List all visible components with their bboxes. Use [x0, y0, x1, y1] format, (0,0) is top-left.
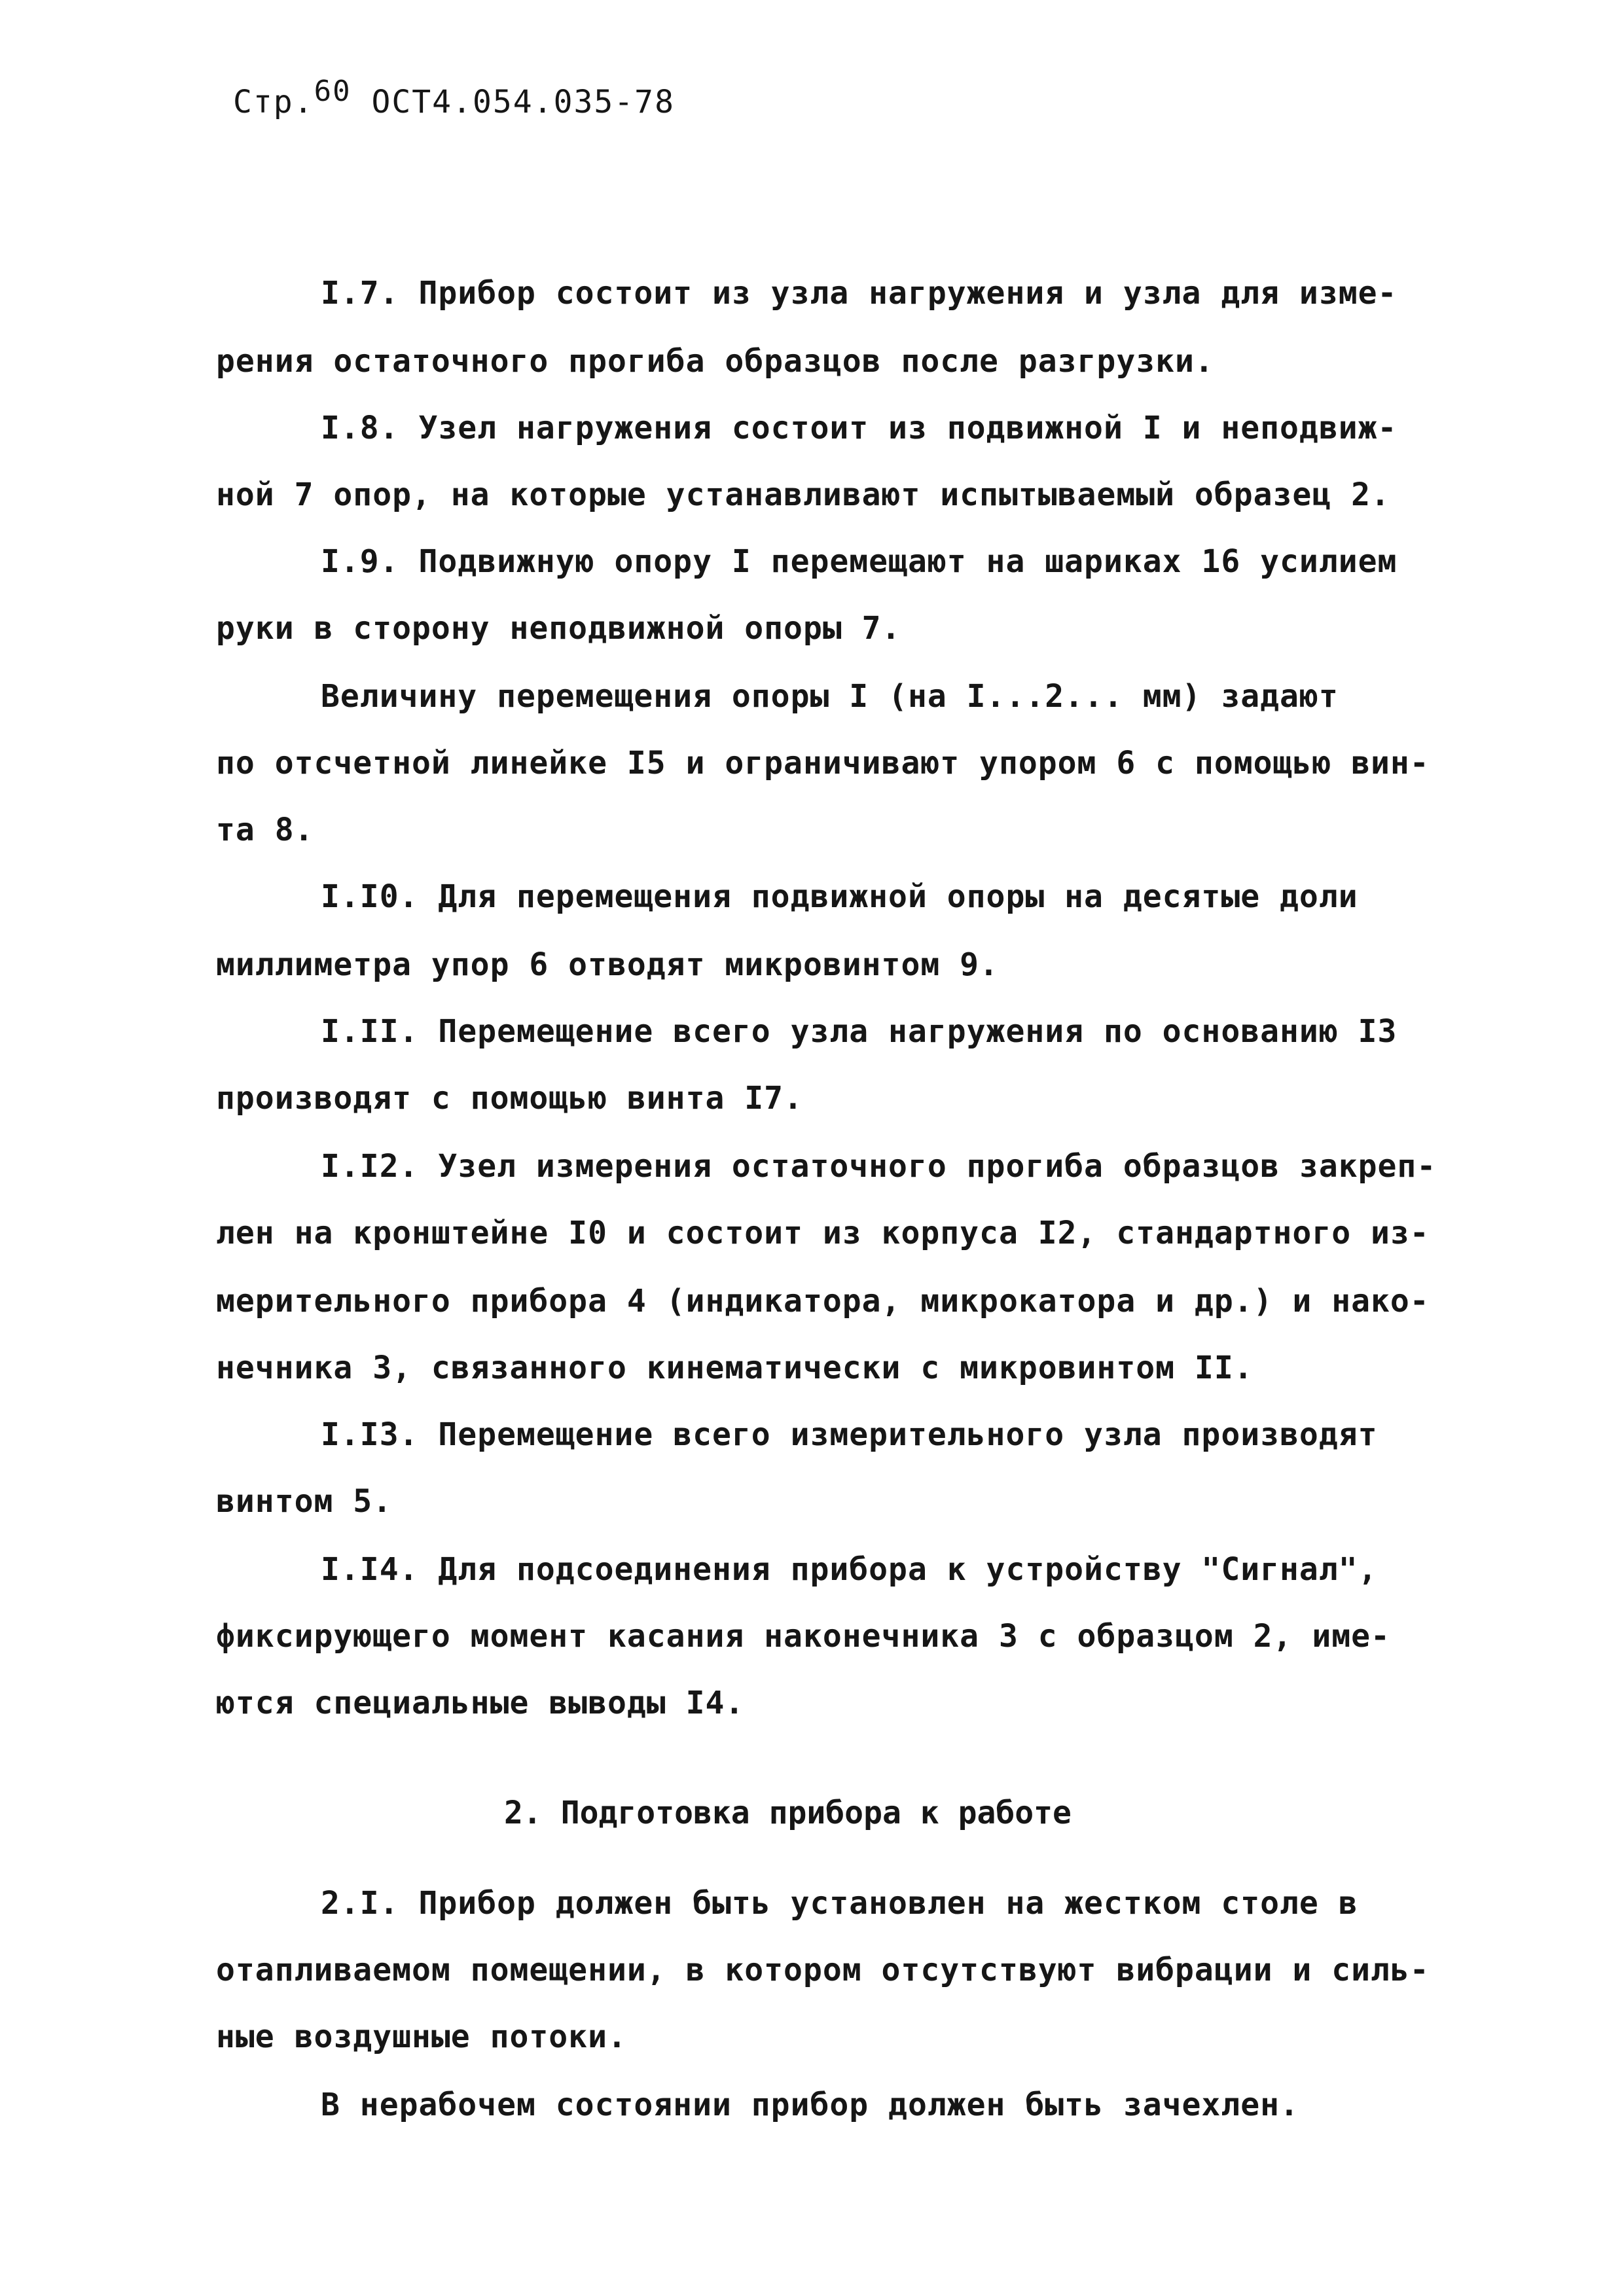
text-line: фиксирующего момент касания наконечника 3 с образцом 2, име- — [216, 1618, 1390, 1655]
text-line: I.I0. Для перемещения подвижной опоры на десятые доли — [321, 878, 1358, 915]
text-line: мерительного прибора 4 (индикатора, микрокатора и др.) и нако- — [216, 1283, 1430, 1319]
page-prefix: Стр. — [233, 84, 314, 120]
document-code: ОСТ4.054.035-78 — [371, 84, 675, 120]
text-line: отапливаемом помещении, в котором отсутствуют вибрации и силь- — [216, 1952, 1430, 1988]
text-line: I.II. Перемещение всего узла нагружения по основанию I3 — [321, 1013, 1398, 1050]
text-line: 2.I. Прибор должен быть установлен на жестком столе в — [321, 1885, 1358, 1922]
text-line: та 8. — [216, 812, 314, 848]
text-line: ные воздушные потоки. — [216, 2018, 627, 2055]
section-title: 2. Подготовка прибора к работе — [504, 1795, 1072, 1831]
text-line: ной 7 опор, на которые устанавливают испытываемый образец 2. — [216, 476, 1390, 513]
text-line: лен на кронштейне I0 и состоит из корпуса I2, стандартного из- — [216, 1215, 1430, 1251]
text-line: Величину перемещения опоры I (на I...2... мм) задают — [321, 678, 1339, 715]
text-line: ются специальные выводы I4. — [216, 1685, 745, 1721]
text-line: винтом 5. — [216, 1483, 393, 1520]
page-number: 60 — [314, 75, 352, 108]
text-line: I.7. Прибор состоит из узла нагружения и узла для изме- — [321, 275, 1398, 312]
text-line: I.9. Подвижную опору I перемещают на шариках 16 усилием — [321, 543, 1398, 580]
text-line: руки в сторону неподвижной опоры 7. — [216, 610, 901, 647]
text-line: по отсчетной линейке I5 и ограничивают упором 6 с помощью вин- — [216, 745, 1430, 781]
page-header — [233, 75, 675, 120]
text-line: I.8. Узел нагружения состоит из подвижной I и неподвиж- — [321, 410, 1398, 446]
text-line: I.I2. Узел измерения остаточного прогиба образцов закреп- — [321, 1148, 1437, 1185]
text-line: рения остаточного прогиба образцов после разгрузки. — [216, 343, 1214, 380]
text-line: I.I3. Перемещение всего измерительного узла производят — [321, 1416, 1378, 1453]
text-line: I.I4. Для подсоединения прибора к устройству "Сигнал", — [321, 1551, 1378, 1588]
text-line: В нерабочем состоянии прибор должен быть зачехлен. — [321, 2087, 1299, 2123]
text-line: миллиметра упор 6 отводят микровинтом 9. — [216, 946, 999, 983]
text-line: производят с помощью винта I7. — [216, 1080, 803, 1117]
text-line: нечника 3, связанного кинематически с микровинтом II. — [216, 1350, 1254, 1386]
